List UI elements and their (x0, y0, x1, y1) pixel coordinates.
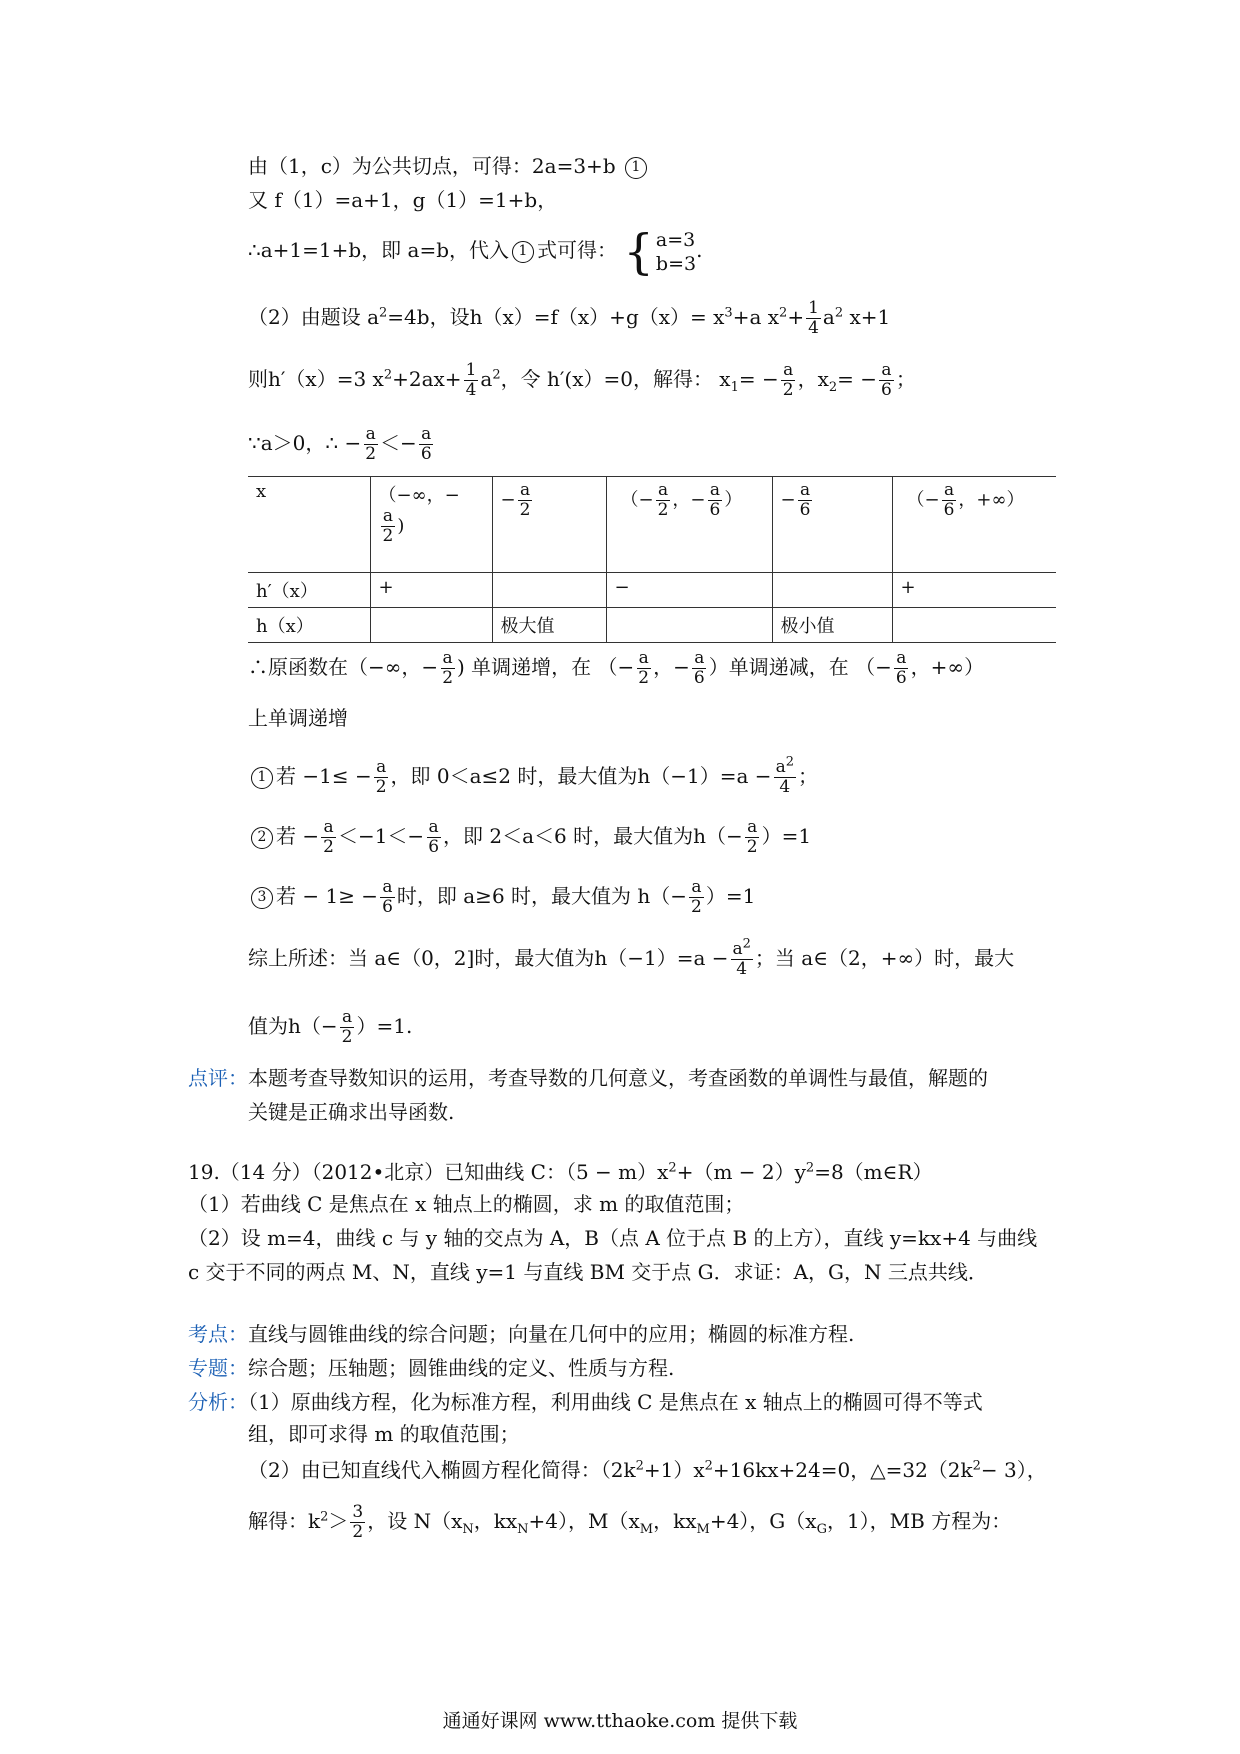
fraction: $\frac{a}{6}$ (895, 648, 907, 688)
case-1: 1 若 −1≤ − $\frac{a}{2}$ ，即 0＜a≤2 时，最大值为h（−1）=a − $\frac{a^2}{4}$ ； (248, 746, 818, 806)
solution-line-3: ∴a+1=1+b，即 a=b，代入 1 式可得： { a=3 b=3 . (248, 223, 703, 280)
table-cell: （−∞，− $\frac{a}{2}$ ) (370, 477, 492, 573)
fenxi-line-1: 分析：（1）原曲线方程，化为标准方程，利用曲线 C 是焦点在 x 轴点上的椭圆可得不等式 (188, 1390, 983, 1414)
table-cell: 极小值 (772, 608, 892, 643)
kaodian-label: 考点： (188, 1322, 248, 1346)
fraction: $\frac{a}{6}$ (420, 424, 432, 464)
solution-line-2: 又 f（1）=a+1，g（1）=1+b， (248, 188, 558, 212)
equation-system: { a=3 b=3 (623, 223, 697, 280)
fraction: $\frac{a}{2}$ (746, 817, 758, 857)
solution-line-4: （2）由题设 $a^2=4b$，设$h(x)=f(x)+g(x)= x^3+a$ $x^2+$ $\frac{1}{4}$ $a^2$ x+1 (248, 298, 891, 338)
fenxi-line-3: （2）由已知直线代入椭圆方程化简得：$(2k^2+1)x^2+16kx+24=0$，$\triangle=32(2k^2- 3)$， (248, 1458, 1047, 1482)
sign-table (248, 476, 1056, 643)
table-cell: − (606, 573, 772, 608)
table-cell (370, 608, 492, 643)
fraction: $\frac{1}{4}$ (465, 360, 477, 400)
table-cell (492, 573, 606, 608)
table-row (248, 608, 1056, 643)
fraction: $\frac{a}{6}$ (693, 648, 705, 688)
fraction: $\frac{a}{2}$ (323, 817, 334, 857)
comment-label: 点评： (188, 1066, 248, 1090)
zhuanti-line: 专题：综合题；压轴题；圆锥曲线的定义、性质与方程. (188, 1356, 675, 1380)
zhuanti-label: 专题： (188, 1356, 248, 1380)
summary-line-1: 综上所述：当 a∈（0，2]时，最大值为h（−1）=a − $\frac{a^2}{4}$ ；当 a∈（2，+∞）时，最大 (248, 936, 1015, 979)
comment-line-2: 关键是正确求出导函数. (248, 1100, 455, 1124)
table-cell: h（x） (248, 608, 370, 643)
solution-line-7: ∴原函数在（−∞，− $\frac{a}{2}$ ) 单调递增，在 （− $\frac{a}{2}$ ，− $\frac{a}{6}$ ）单调递减，在 （− $\frac{a}{6}$ ，+∞） (248, 648, 985, 688)
summary-line-2: 值为h（− $\frac{a}{2}$ ）=1. (248, 1007, 413, 1047)
table-cell: + (370, 573, 492, 608)
circled-number-1: 1 (512, 241, 534, 263)
fraction: $\frac{a}{2}$ (365, 424, 377, 464)
case-2: 2 若 − $\frac{a}{2}$ ＜−1＜− $\frac{a}{6}$ ，即 2＜a＜6 时，最大值为h（− $\frac{a}{2}$ ）=1 (248, 806, 811, 866)
table-cell (892, 608, 1056, 643)
table-cell: （− $\frac{a}{2}$ ，− $\frac{a}{6}$ ） (606, 477, 772, 573)
solution-line-8: 上单调递增 (248, 706, 348, 730)
fraction: $\frac{a}{2}$ (442, 648, 454, 688)
table-cell: 极大值 (492, 608, 606, 643)
fraction: $\frac{a^2}{4}$ (775, 754, 794, 797)
fraction: $\frac{a}{2}$ (691, 877, 702, 917)
circled-number-3: 3 (251, 887, 273, 909)
circled-number-1: 1 (625, 157, 647, 179)
solution-line-5: 则h′（x）=3 $x^2+2ax+$ $\frac{1}{4}$ $a^2$，令 h′(x）=0，解得： $x_1=$ − $\frac{a}{2}$ ，$x_2=$ − $\frac{a}{6}$ ； (248, 360, 916, 400)
fraction: $\frac{a}{6}$ (881, 360, 892, 400)
table-cell: + (892, 573, 1056, 608)
table-cell: − $\frac{a}{2}$ (492, 477, 606, 573)
solution-line-6: ∵a＞0，∴ − $\frac{a}{2}$ ＜− $\frac{a}{6}$ (248, 424, 432, 464)
table-cell (606, 608, 772, 643)
case-3: 3 若 − 1≥ − $\frac{a}{6}$ 时，即 a≥6 时，最大值为 h（− $\frac{a}{2}$ ）=1 (248, 866, 755, 926)
question-19-line-2: （1）若曲线 C 是焦点在 x 轴点上的椭圆，求 m 的取值范围； (188, 1192, 745, 1216)
circled-number-1: 1 (251, 767, 273, 789)
fenxi-line-4: 解得：$k^2>$ $\frac{3}{2}$ ，设 $N(x_N$，$kx_N+4$），$M(x_M$，$kx_M+4$），$G(x_G$，1），MB 方程为： (248, 1502, 1012, 1542)
question-19-line-4: c 交于不同的两点 M、N，直线 y=1 与直线 BM 交于点 G．求证：A，G，N 三点共线． (188, 1260, 988, 1284)
table-cell (772, 573, 892, 608)
table-cell: （− $\frac{a}{6}$ ，+∞） (892, 477, 1056, 573)
kaodian-line: 考点：直线与圆锥曲线的综合问题；向量在几何中的应用；椭圆的标准方程. (188, 1322, 855, 1346)
fraction: $\frac{a}{2}$ (782, 360, 794, 400)
table-cell: x (248, 477, 370, 573)
question-19-line-3: （2）设 m=4，曲线 c 与 y 轴的交点为 A，B（点 A 位于点 B 的上方），直线 y=kx+4 与曲线 (188, 1226, 1038, 1250)
fraction: $\frac{a}{6}$ (428, 817, 440, 857)
fraction: $\frac{a}{2}$ (375, 757, 387, 797)
table-row (248, 573, 1056, 608)
fenxi-label: 分析： (188, 1390, 248, 1414)
solution-line-1: 由（1，c）为公共切点，可得：2a=3+b 1 (248, 152, 650, 180)
table-cell: − $\frac{a}{6}$ (772, 477, 892, 573)
question-19-line-1: 19.（14 分）（2012•北京）已知曲线 C：$(5 - m)x^2+(m$ − $2)y^2=8(m\in R)$ (188, 1160, 933, 1184)
fraction: $\frac{a}{6}$ (382, 877, 393, 917)
circled-number-2: 2 (251, 827, 273, 849)
table-cell: h′（x） (248, 573, 370, 608)
fraction: $\frac{1}{4}$ (808, 298, 819, 338)
table-row (248, 477, 1056, 573)
fenxi-line-2: 组，即可求得 m 的取值范围； (248, 1422, 520, 1446)
fraction: $\frac{a^2}{4}$ (732, 936, 751, 979)
comment-line-1: 点评：本题考查导数知识的运用，考查导数的几何意义，考查函数的单调性与最值，解题的 (188, 1066, 988, 1090)
page-footer: 通通好课网 www.tthaoke.com 提供下载 (442, 1710, 798, 1732)
fraction: $\frac{a}{2}$ (638, 648, 650, 688)
fraction: $\frac{a}{2}$ (341, 1007, 353, 1047)
fraction: $\frac{3}{2}$ (352, 1502, 364, 1542)
